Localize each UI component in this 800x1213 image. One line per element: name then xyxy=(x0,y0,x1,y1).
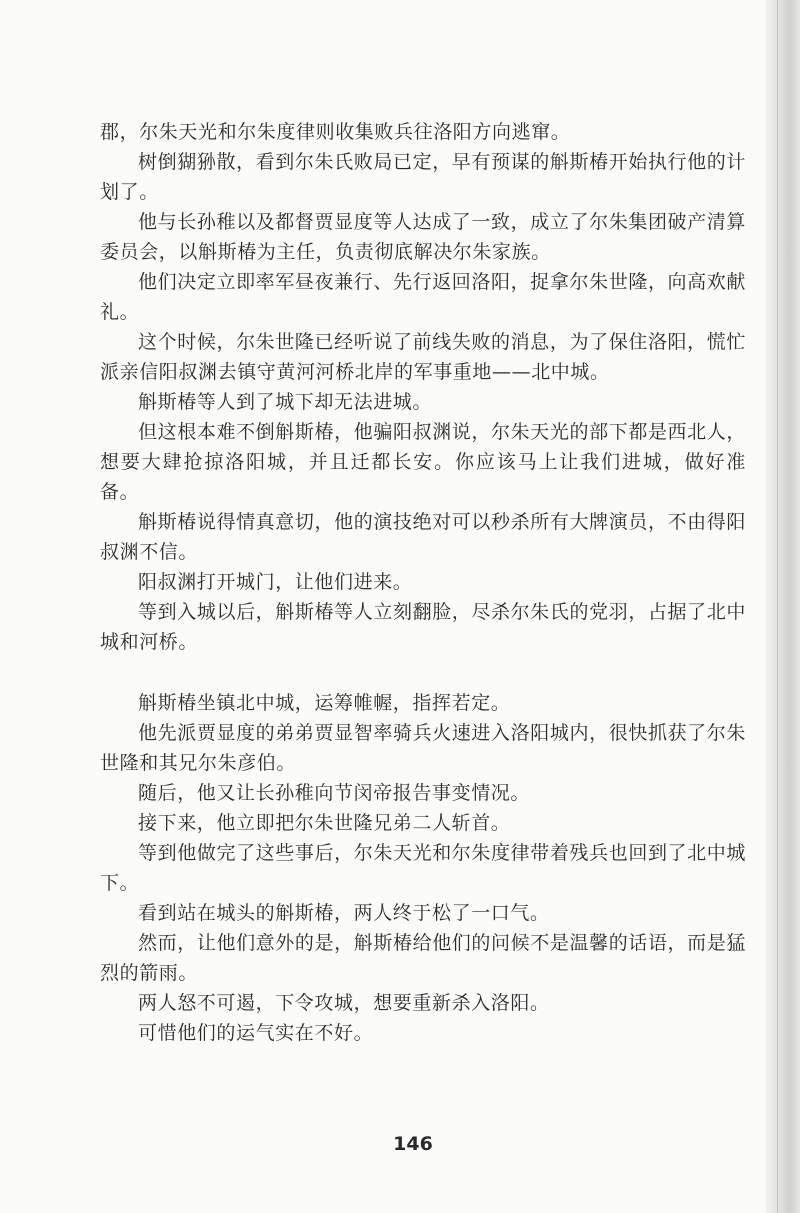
paragraph: 郡，尔朱天光和尔朱度律则收集败兵往洛阳方向逃窜。 xyxy=(100,121,571,143)
paragraph: 可惜他们的运气实在不好。 xyxy=(138,1022,374,1044)
paragraph: 等到入城以后，斛斯椿等人立刻翻脸，尽杀尔朱氏的党羽，占据了北中城和河桥。 xyxy=(100,601,746,653)
paragraph: 然而，让他们意外的是，斛斯椿给他们的问候不是温馨的话语，而是猛烈的箭雨。 xyxy=(100,932,746,984)
paragraph: 斛斯椿说得情真意切，他的演技绝对可以秒杀所有大牌演员，不由得阳叔渊不信。 xyxy=(100,511,746,563)
paragraph: 两人怒不可遏，下令攻城，想要重新杀入洛阳。 xyxy=(138,992,550,1014)
paragraph: 阳叔渊打开城门，让他们进来。 xyxy=(138,571,413,593)
paragraph: 等到他做完了这些事后，尔朱天光和尔朱度律带着残兵也回到了北中城下。 xyxy=(100,842,746,894)
paragraph: 这个时候，尔朱世隆已经听说了前线失败的消息，为了保住洛阳，慌忙派亲信阳叔渊去镇守黄河河桥北岸的军事重地——北中城。 xyxy=(100,331,746,383)
paragraph: 他与长孙稚以及都督贾显度等人达成了一致，成立了尔朱集团破产清算委员会，以斛斯椿为主任，负责彻底解决尔朱家族。 xyxy=(100,211,746,263)
paragraph: 随后，他又让长孙稚向节闵帝报告事变情况。 xyxy=(138,782,531,804)
paragraph: 接下来，他立即把尔朱世隆兄弟二人斩首。 xyxy=(138,812,511,834)
page-edge-shadow xyxy=(766,0,800,1213)
paragraph: 他先派贾显度的弟弟贾显智率骑兵火速进入洛阳城内，很快抓获了尔朱世隆和其兄尔朱彦伯。 xyxy=(100,722,746,774)
page-edge-line xyxy=(777,0,778,1213)
paragraph: 斛斯椿等人到了城下却无法进城。 xyxy=(138,391,433,413)
paragraph: 他们决定立即率军昼夜兼行、先行返回洛阳，捉拿尔朱世隆，向高欢献礼。 xyxy=(100,271,746,323)
page-number: 146 xyxy=(393,1133,433,1155)
paragraph: 斛斯椿坐镇北中城，运筹帷幄，指挥若定。 xyxy=(138,692,511,714)
paragraph: 树倒猢狲散，看到尔朱氏败局已定，早有预谋的斛斯椿开始执行他的计划了。 xyxy=(100,151,746,203)
body-text xyxy=(100,117,746,1048)
paragraph: 看到站在城头的斛斯椿，两人终于松了一口气。 xyxy=(138,902,550,924)
section-break xyxy=(100,657,746,688)
paragraph: 但这根本难不倒斛斯椿，他骗阳叔渊说，尔朱天光的部下都是西北人，想要大肆抢掠洛阳城，并且迁都长安。你应该马上让我们进城，做好准备。 xyxy=(100,421,746,503)
